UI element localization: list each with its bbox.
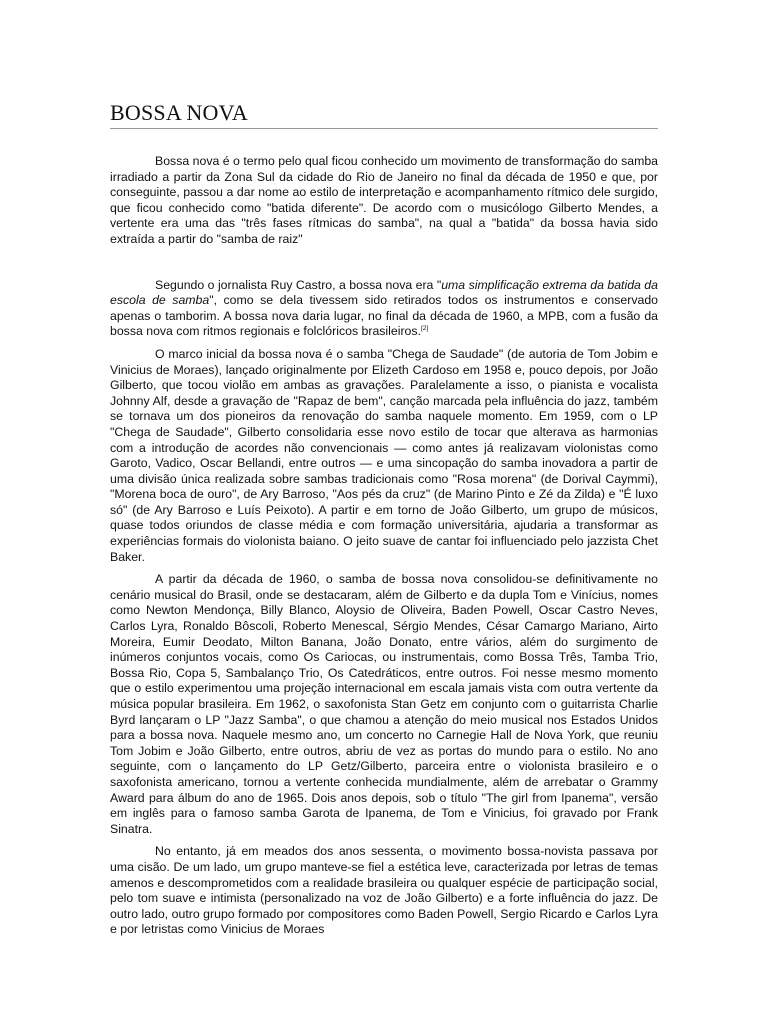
title-underline — [110, 128, 658, 129]
footnote-reference: [2] — [420, 325, 429, 333]
paragraph-marco-inicial: O marco inicial da bossa nova é o samba "Chega de Saudade" (de autoria de Tom Jobim e Vinicius de Moraes), lançado originalmente por Elizeth Cardoso em 1958 e, pouco depois, por João Gilberto, que tocou violão em ambas as gravações. Paralelamente a isso, o pianista e vocalista Johnny Alf, desde a gravação de "Rapaz de bem", canção marcada pela influência do jazz, também se tornava um dos pioneiros da renovação do samba naquele momento. Em 1959, com o LP "Chega de Saudade", Gilberto consolidaria esse novo estilo de tocar que alterava as harmonias com a introdução de acordes não convencionais — como antes já realizavam violonistas como Garoto, Vadico, Oscar Bellandi, entre outros — e uma sincopação do samba inovadora a partir de uma divisão única realizada sobre sambas tradicionais como "Rosa morena" (de Dorival Caymmi), "Morena boca de ouro", de Ary Barroso, "Aos pés da cruz" (de Marino Pinto e Zé da Zilda) e "É luxo só" (de Ary Barroso e Luís Peixoto). A partir e em torno de João Gilberto, um grupo de músicos, quase todos oriundos de classe média e com formação universitária, ajudaria a transformar as experiências formais do violonista baiano. O jeito suave de cantar foi influenciado pelo jazzista Chet Baker. — [110, 346, 658, 564]
paragraph-cisao: No entanto, já em meados dos anos sessenta, o movimento bossa-novista passava por uma cisão. De um lado, um grupo manteve-se fiel a estética leve, caracterizada por letras de temas amenos e descomprometidos com a realidade brasileira ou qualquer espécie de participação social, pelo tom suave e intimista (personalizado na voz de João Gilberto) e a forte influência do jazz. De outro lado, outro grupo formado por compositores como Baden Powell, Sergio Ricardo e Carlos Lyra e por letristas como Vinicius de Moraes — [110, 844, 658, 937]
paragraph-decada-1960: A partir da década de 1960, o samba de bossa nova consolidou-se definitivamente no cenário musical do Brasil, onde se destacaram, além de Gilberto e da dupla Tom e Vinícius, nomes como Newton Mendonça, Billy Blanco, Aloysio de Oliveira, Baden Powell, Oscar Castro Neves, Carlos Lyra, Ronaldo Bôscoli, Roberto Menescal, Sérgio Mendes, César Camargo Mariano, Airto Moreira, Eumir Deodato, Milton Banana, João Donato, entre vários, além do surgimento de inúmeros conjuntos vocais, como Os Cariocas, ou instrumentais, como Bossa Três, Tamba Trio, Bossa Rio, Copa 5, Sambalanço Trio, Os Catedráticos, entre outros. Foi nesse mesmo momento que o estilo experimentou uma projeção internacional em escala jamais vista com outra vertente da música popular brasileira. Em 1962, o saxofonista Stan Getz em conjunto com o guitarrista Charlie Byrd lançaram o LP "Jazz Samba", o que chamou a atenção do meio musical nos Estados Unidos para a bossa nova. Naquele mesmo ano, um concerto no Carnegie Hall de Nova York, que reuniu Tom Jobim e João Gilberto, entre outros, abriu de vez as portas do mundo para o estilo. No ano seguinte, com o lançamento do LP Getz/Gilberto, parceira entre o violonista brasileiro e o saxofonista americano, tornou a vertente conhecida mundialmente, além de arrebatar o Grammy Award para álbum do ano de 1965. Dois anos depois, sob o título "The girl from Ipanema", versão em inglês para o famoso samba Garota de Ipanema, de Tom e Vinicius, foi gravado por Frank Sinatra. — [110, 572, 658, 836]
paragraph-intro: Bossa nova é o termo pelo qual ficou conhecido um movimento de transformação do samba irradiado a partir da Zona Sul da cidade do Rio de Janeiro no final da década de 1950 e que, por conseguinte, passou a dar nome ao estilo de interpretação e acompanhamento rítmico dele surgido, que ficou conhecido como "batida diferente". De acordo com o musicólogo Gilberto Mendes, a vertente era uma das "três fases rítmicas do samba", na qual a "batida" da bossa havia sido extraída a partir do "samba de raiz" — [110, 154, 658, 246]
ruy-castro-quote: uma simplificação extrema da batida da escola de samba — [110, 277, 658, 308]
document-page — [110, 100, 658, 945]
paragraph-ruy-castro — [110, 278, 658, 340]
paragraph-ruy-castro-text-end: ", como se dela tivessem sido retirados todos os instrumentos e conservado apenas o tamborim. A bossa nova daria lugar, no final da década de 1960, a MPB, com a fusão da bossa nova com ritmos regionais e folclóricos brasileiros. — [110, 293, 659, 339]
document-title: BOSSA NOVA — [110, 100, 248, 125]
paragraph-ruy-castro-text-start: Segundo o jornalista Ruy Castro, a bossa nova era " — [155, 277, 442, 292]
